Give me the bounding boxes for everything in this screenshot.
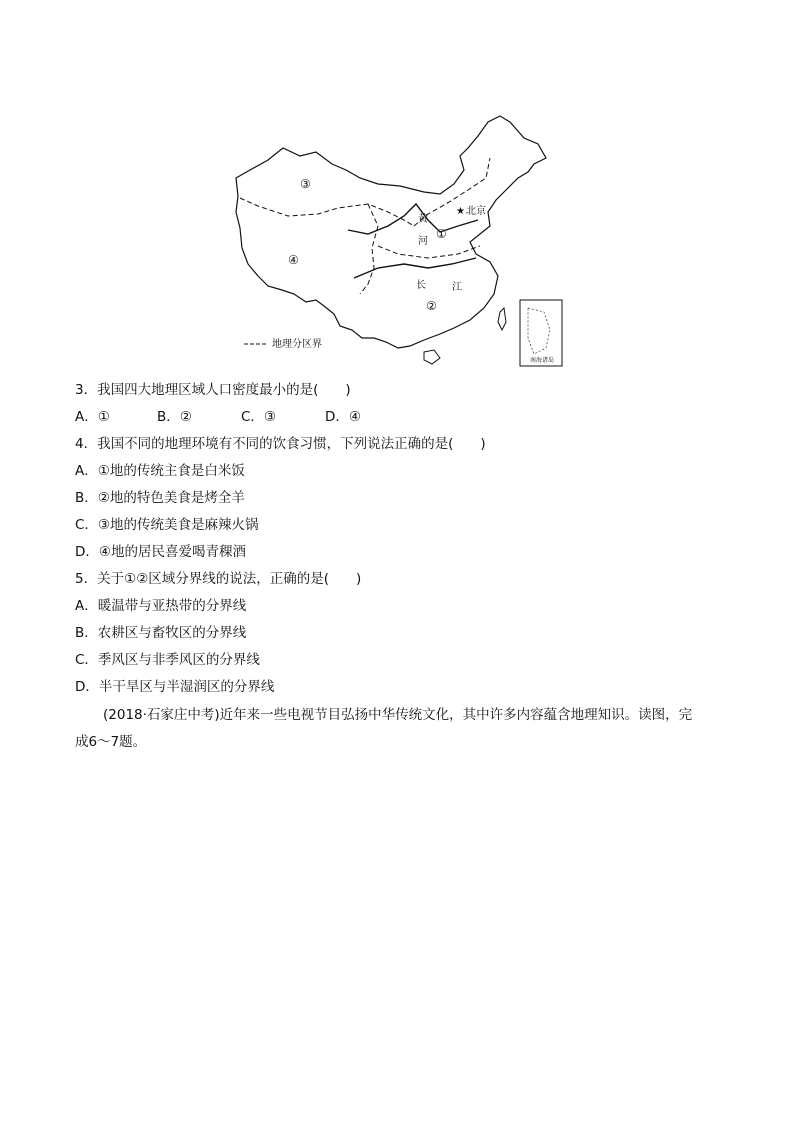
intro-line-2: 成6～7题。	[75, 734, 147, 750]
region-4-label: ④	[288, 253, 299, 267]
question-3-options	[75, 408, 361, 426]
yangtze-river-line	[354, 258, 476, 278]
hainan-island	[424, 350, 440, 364]
boundary-south	[378, 246, 480, 258]
region-3-label: ③	[300, 177, 311, 191]
question-4-option-d[interactable]: D．④地的居民喜爱喝青稞酒	[75, 544, 246, 560]
yellow-river-char-1: 黄	[418, 214, 428, 225]
question-5-option-c[interactable]: C．季风区与非季风区的分界线	[75, 652, 260, 668]
question-4-option-b[interactable]: B．②地的特色美食是烤全羊	[75, 490, 245, 506]
china-map-svg	[228, 108, 576, 370]
yellow-river-char-2: 河	[418, 236, 428, 247]
question-5-option-a[interactable]: A．暖温带与亚热带的分界线	[75, 598, 247, 614]
yangtze-char-1: 长	[416, 280, 426, 291]
inset-label: 南海诸岛	[530, 357, 555, 364]
question-3-option-c[interactable]: C．③	[241, 409, 277, 425]
boundary-qinling	[360, 204, 378, 294]
question-5-stem: 5．关于①②区域分界线的说法，正确的是( )	[75, 571, 362, 587]
question-5-option-d[interactable]: D．半干旱区与半湿润区的分界线	[75, 679, 275, 695]
taiwan-island	[498, 308, 506, 330]
region-2-label: ②	[426, 299, 437, 313]
question-4-option-c[interactable]: C．③地的传统美食是麻辣火锅	[75, 517, 259, 533]
question-3-option-a[interactable]: A．①	[75, 409, 110, 425]
intro-paragraph	[75, 702, 725, 756]
inset-islands	[528, 308, 550, 354]
intro-line-1: (2018·石家庄中考)近年来一些电视节目弘扬中华传统文化，其中许多内容蕴含地理知识。读图，完	[103, 707, 693, 723]
region-1-label: ①	[436, 227, 447, 241]
question-3-option-d[interactable]: D．④	[325, 409, 361, 425]
beijing-star-icon: ★	[456, 206, 465, 217]
question-4-stem: 4．我国不同的地理环境有不同的饮食习惯，下列说法正确的是( )	[75, 436, 486, 452]
boundary-northwest	[240, 198, 414, 226]
beijing-label: 北京	[466, 206, 486, 217]
question-5-option-b[interactable]: B．农耕区与畜牧区的分界线	[75, 625, 247, 641]
question-3-stem: 3．我国四大地理区域人口密度最小的是( )	[75, 382, 351, 398]
legend-label: 地理分区界	[272, 339, 322, 350]
question-4-option-a[interactable]: A．①地的传统主食是白米饭	[75, 463, 245, 479]
yangtze-char-2: 江	[452, 282, 462, 293]
china-regions-map	[228, 108, 576, 370]
question-3-option-b[interactable]: B．②	[157, 409, 192, 425]
